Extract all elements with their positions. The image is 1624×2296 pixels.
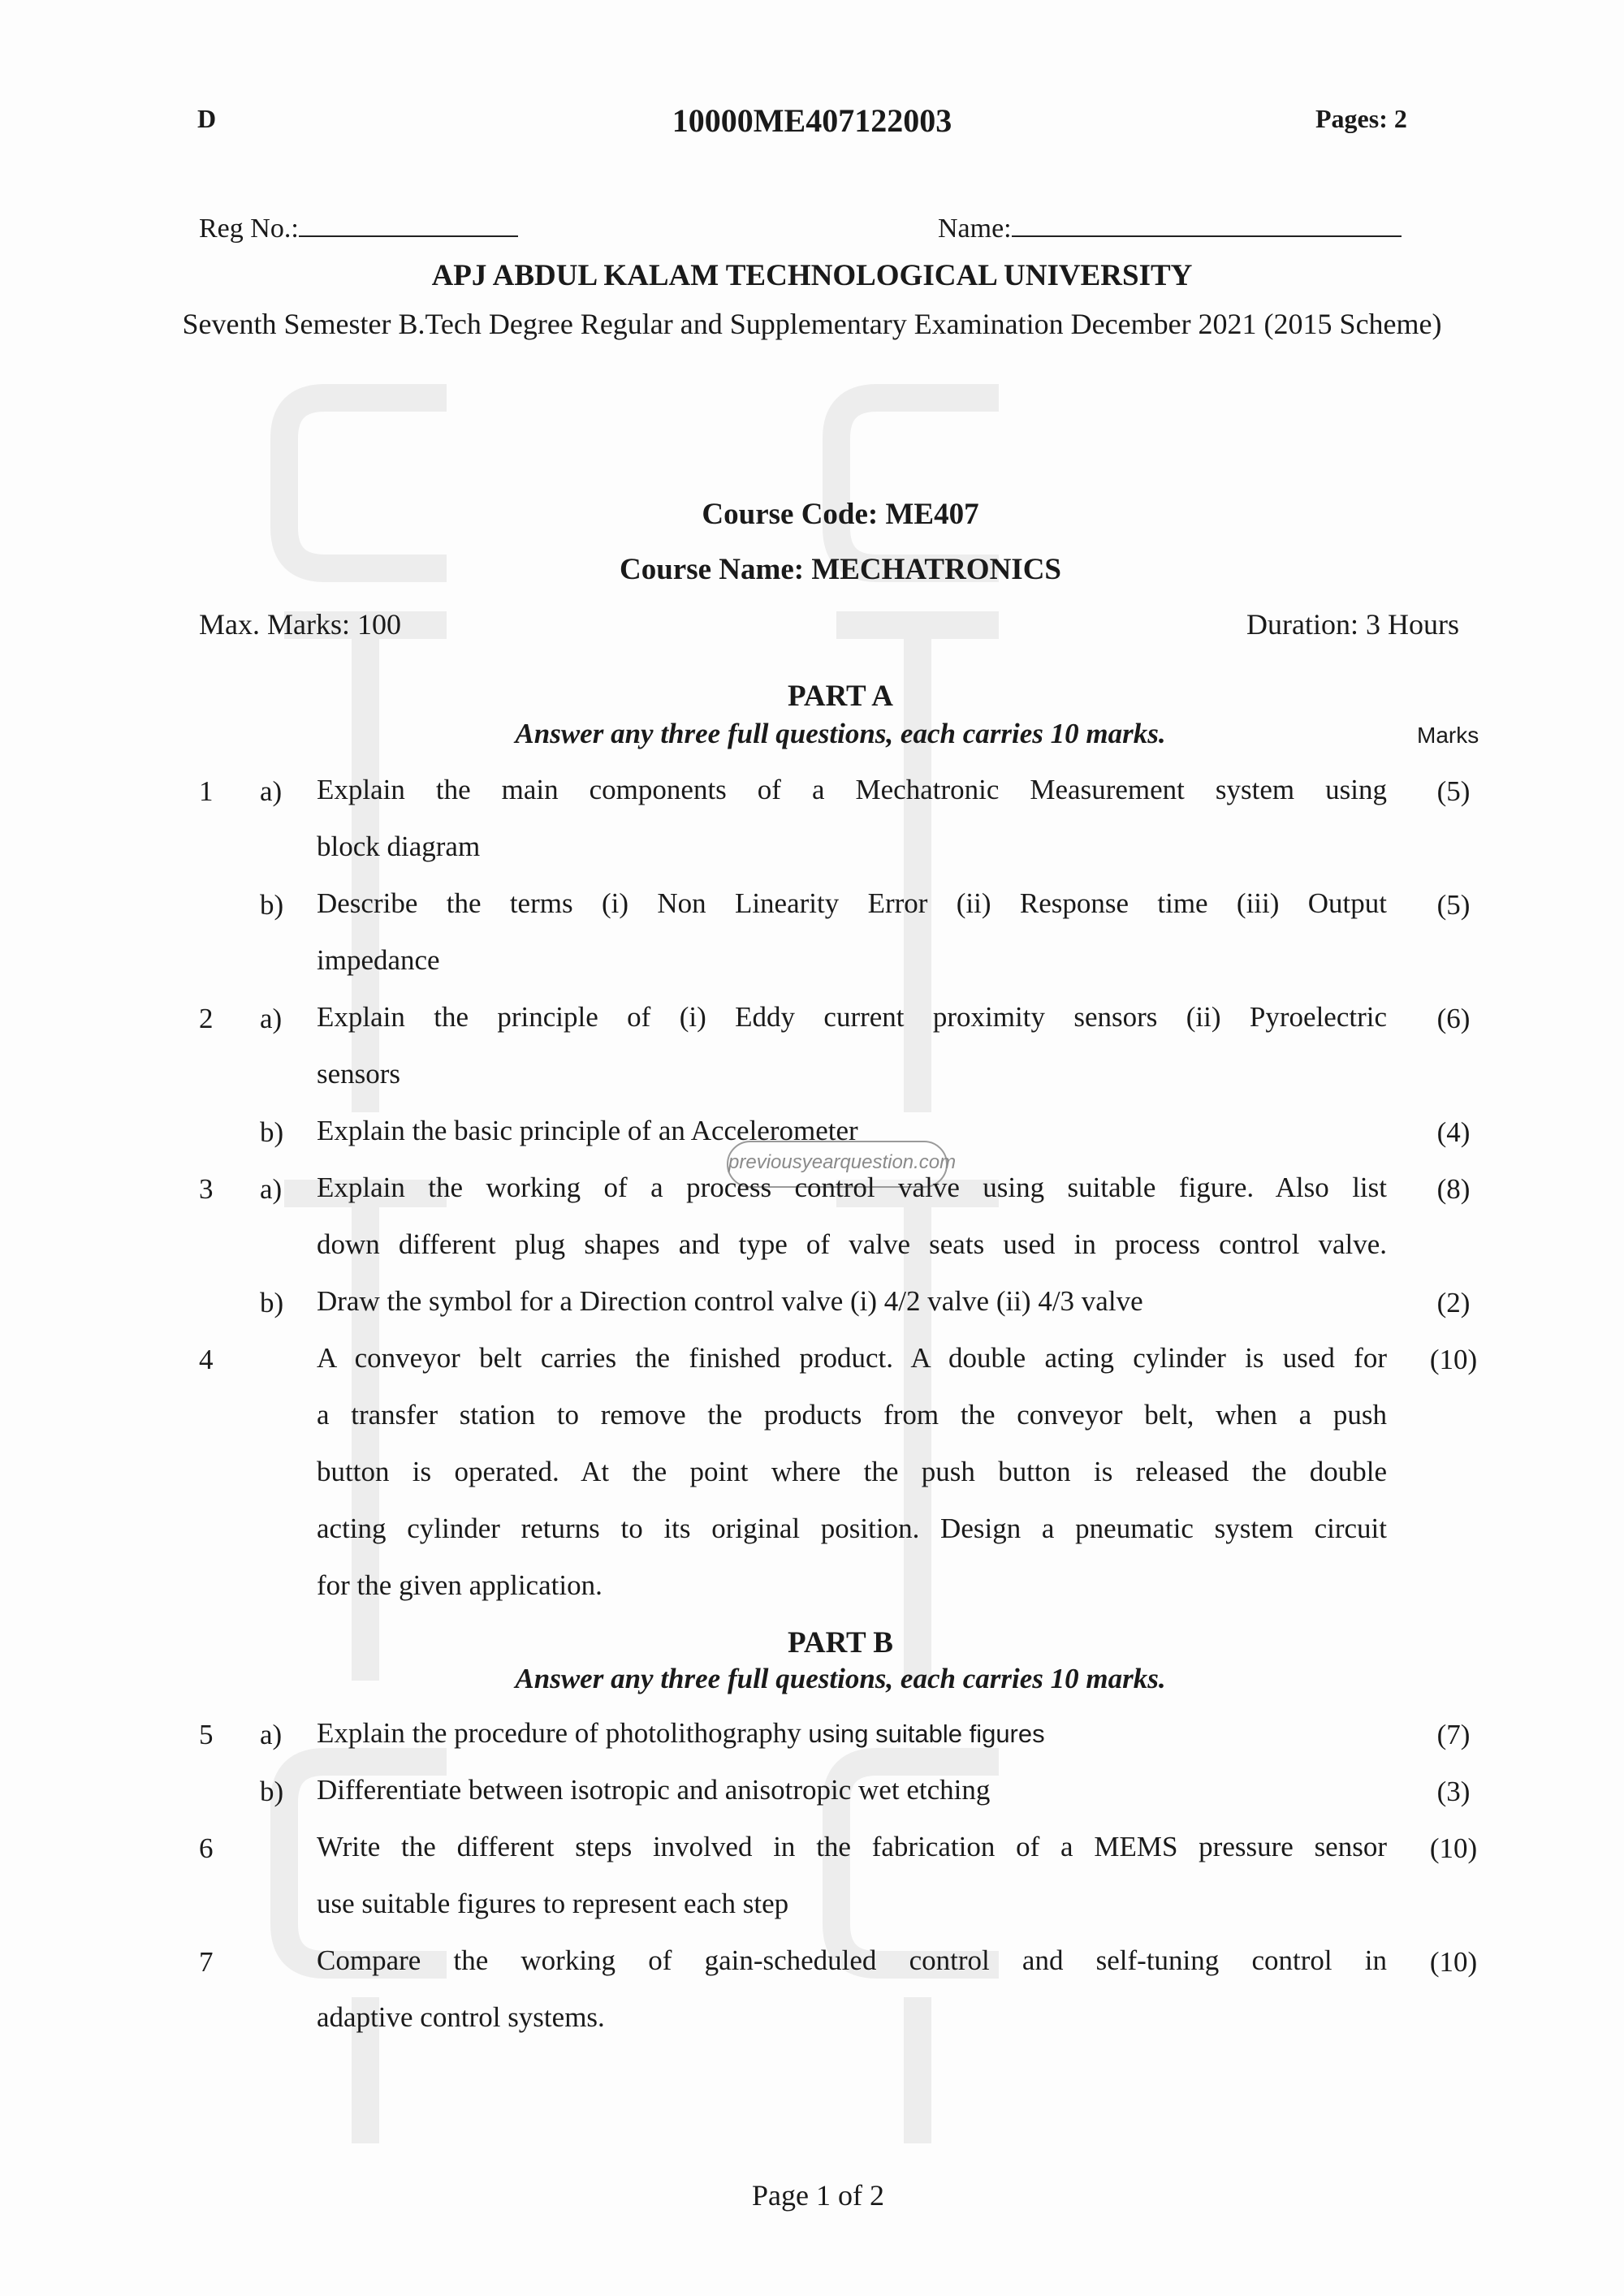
question-line: Explain the main components of a Mechatronic Measurement system using xyxy=(317,774,1387,805)
question-marks: (4) xyxy=(1436,1116,1471,1148)
page-footer: Page 1 of 2 xyxy=(752,2179,884,2212)
name-blank xyxy=(1012,209,1402,237)
question-sub-label: a) xyxy=(260,1173,283,1205)
question-line: block diagram xyxy=(317,831,481,862)
question-text xyxy=(317,1705,1387,1763)
question-line: Explain the principle of (i) Eddy current proximity sensors (ii) Pyroelectric xyxy=(317,1001,1387,1033)
question-text xyxy=(317,1762,1387,1819)
question-sub-label: a) xyxy=(260,1003,283,1034)
question-marks: (10) xyxy=(1429,1832,1478,1864)
question-text xyxy=(317,989,1387,1103)
reg-no-field xyxy=(199,209,518,244)
question-line-main: Explain the procedure of photolithography xyxy=(317,1717,801,1749)
question-line: a transfer station to remove the products from the conveyor belt, when a push xyxy=(317,1399,1387,1431)
question-line: acting cylinder returns to its original position. Design a pneumatic system circuit xyxy=(317,1513,1387,1544)
question-line: adaptive control systems. xyxy=(317,2001,605,2033)
question-line: sensors xyxy=(317,1058,401,1090)
question-line: button is operated. At the point where the push button is released the double xyxy=(317,1456,1387,1487)
question-sub-label: b) xyxy=(260,1116,284,1148)
question-line: A conveyor belt carries the finished product. A double acting cylinder is used for xyxy=(317,1342,1387,1374)
question-number: 1 xyxy=(199,775,214,807)
question-line: Compare the working of gain-scheduled control and self-tuning control in xyxy=(317,1944,1387,1976)
marks-column-heading: Marks xyxy=(1417,723,1479,748)
question-line: Explain the basic principle of an Accelerometer xyxy=(317,1115,858,1146)
question-number: 5 xyxy=(199,1719,214,1750)
page-count: Pages: 2 xyxy=(1315,104,1407,133)
question-marks: (6) xyxy=(1436,1003,1471,1034)
question-marks: (5) xyxy=(1436,775,1471,807)
question-line: Draw the symbol for a Direction control valve (i) 4/2 valve (ii) 4/3 valve xyxy=(317,1285,1143,1317)
question-line: Explain the working of a process control valve using suitable figure. Also list xyxy=(317,1172,1387,1203)
question-sub-label: a) xyxy=(260,775,283,807)
question-marks: (8) xyxy=(1436,1173,1471,1205)
question-line-tail: using suitable figures xyxy=(801,1720,1045,1748)
exam-title: Seventh Semester B.Tech Degree Regular and Supplementary Examination December 2021 (2015 Scheme) xyxy=(182,308,1442,340)
part-b-instruction: Answer any three full questions, each carries 10 marks. xyxy=(515,1663,1166,1694)
reg-no-label: Reg No.: xyxy=(199,214,299,244)
question-text xyxy=(317,875,1387,989)
question-sub-label: b) xyxy=(260,1776,284,1807)
part-b-title: PART B xyxy=(788,1626,893,1659)
reg-no-blank xyxy=(299,209,518,237)
name-field xyxy=(938,209,1402,244)
question-text xyxy=(317,1159,1387,1273)
question-line: use suitable figures to represent each step xyxy=(317,1888,789,1919)
question-number: 2 xyxy=(199,1003,214,1034)
part-a-instruction: Answer any three full questions, each carries 10 marks. xyxy=(515,718,1166,749)
question-line: Describe the terms (i) Non Linearity Error (ii) Response time (iii) Output xyxy=(317,887,1387,919)
question-line xyxy=(317,1705,1387,1763)
question-text xyxy=(317,1932,1387,2046)
duration: Duration: 3 Hours xyxy=(1246,608,1459,641)
question-marks: (2) xyxy=(1436,1287,1471,1318)
question-marks: (7) xyxy=(1436,1719,1471,1750)
question-marks: (3) xyxy=(1436,1776,1471,1807)
question-text xyxy=(317,1273,1387,1330)
question-number: 4 xyxy=(199,1344,214,1375)
question-marks: (5) xyxy=(1436,889,1471,921)
question-line: for the given application. xyxy=(317,1569,603,1601)
watermark-stamp: previousyearquestion.com xyxy=(727,1141,948,1188)
question-line: down different plug shapes and type of valve seats used in process control valve. xyxy=(317,1228,1387,1260)
question-sub-label: b) xyxy=(260,1287,284,1318)
question-number: 6 xyxy=(199,1832,214,1864)
university-name: APJ ABDUL KALAM TECHNOLOGICAL UNIVERSITY xyxy=(431,259,1193,292)
question-line: impedance xyxy=(317,944,440,976)
question-sub-label: b) xyxy=(260,889,284,921)
question-text xyxy=(317,1330,1387,1614)
question-line: Differentiate between isotropic and anisotropic wet etching xyxy=(317,1774,991,1806)
question-marks: (10) xyxy=(1429,1946,1478,1978)
question-text xyxy=(317,762,1387,875)
max-marks: Max. Marks: 100 xyxy=(199,608,401,641)
question-number: 7 xyxy=(199,1946,214,1978)
question-set-label: D xyxy=(197,104,217,133)
question-marks: (10) xyxy=(1429,1344,1478,1375)
question-sub-label: a) xyxy=(260,1719,283,1750)
question-line: Write the different steps involved in the fabrication of a MEMS pressure sensor xyxy=(317,1831,1387,1862)
question-text xyxy=(317,1819,1387,1932)
course-code: Course Code: ME407 xyxy=(702,498,979,531)
question-number: 3 xyxy=(199,1173,214,1205)
course-name: Course Name: MECHATRONICS xyxy=(620,553,1061,586)
paper-code: 10000ME407122003 xyxy=(672,102,952,139)
name-label: Name: xyxy=(938,214,1012,244)
part-a-title: PART A xyxy=(788,680,893,713)
